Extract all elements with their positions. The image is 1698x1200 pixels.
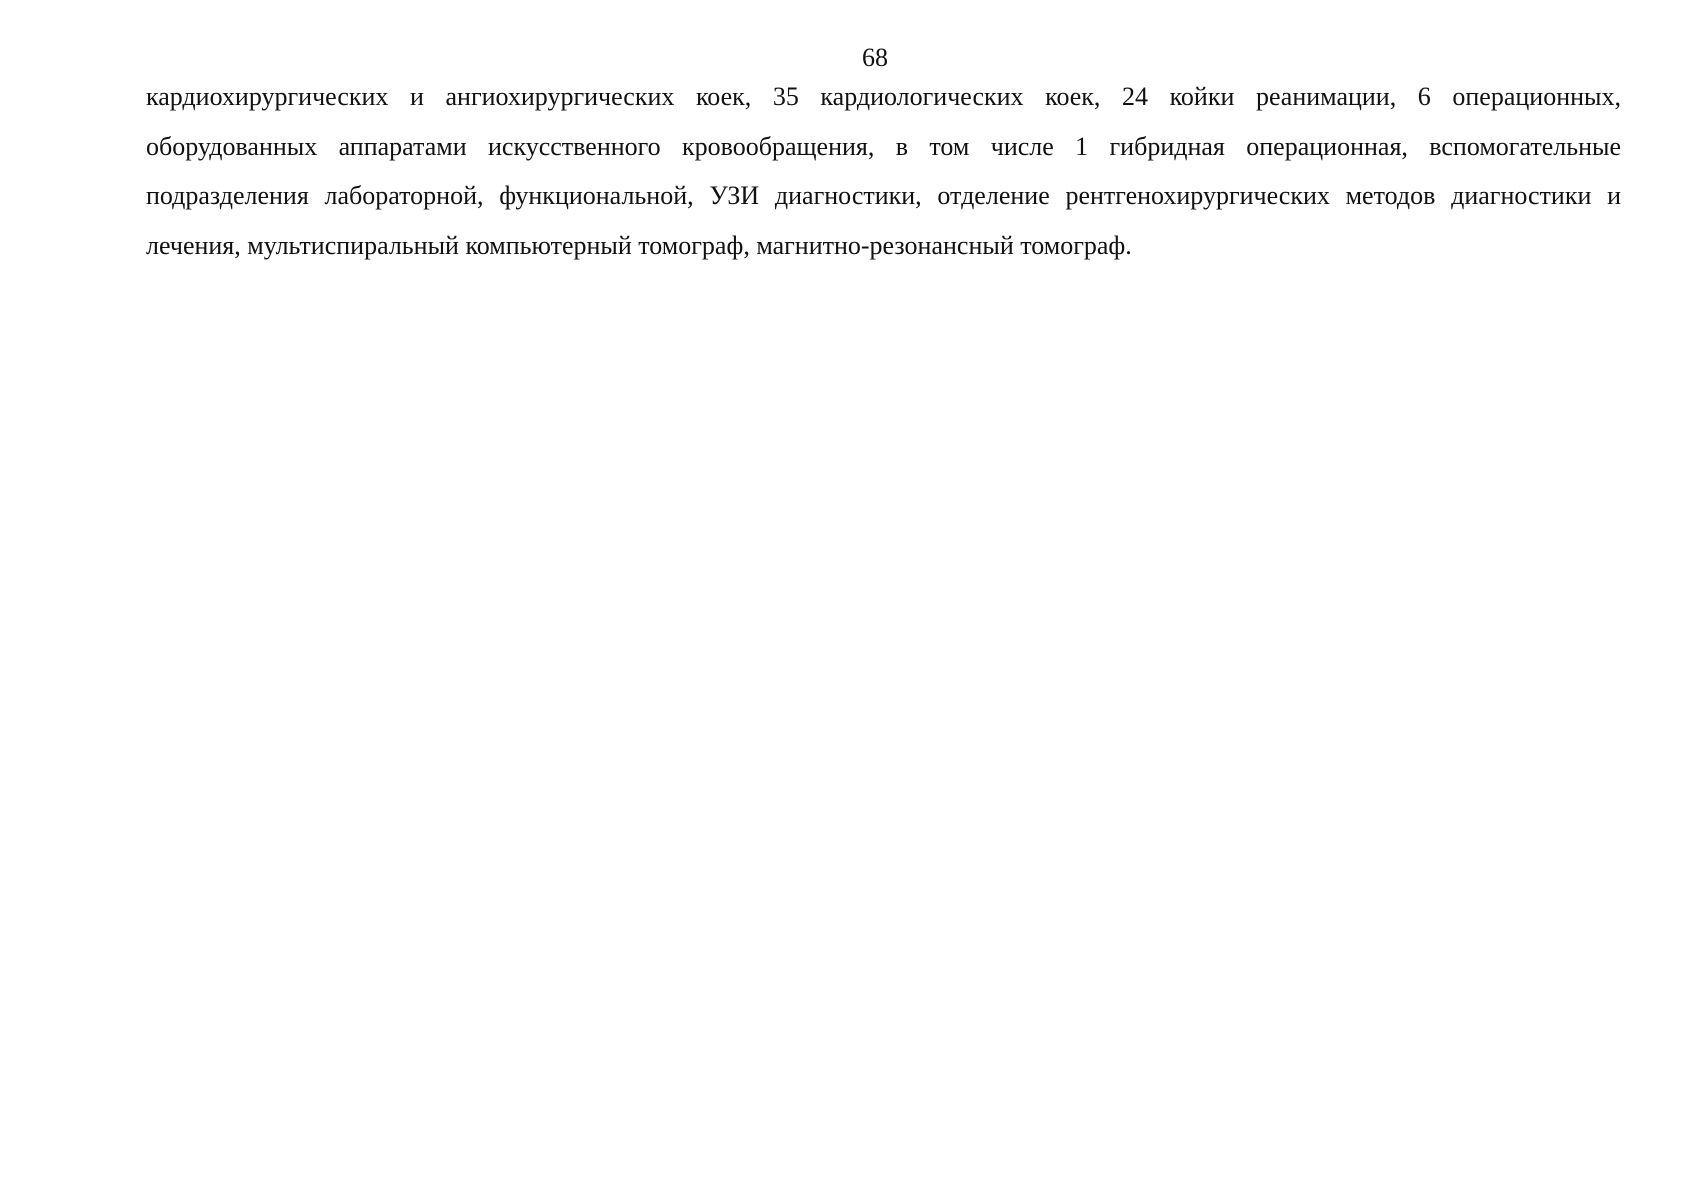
page-number: 68 [862, 43, 888, 72]
body-paragraph: кардиохирургических и ангиохирургических коек, 35 кардиологических коек, 24 койки реанимации, 6 операционных, оборудованных аппаратами искусственного кровообращения, в том числе 1 гибридная операционная, вспомогательные подразделения лабораторной, функциональной, УЗИ диагностики, отделение рентгенохирургических методов диагностики и лечения, мультиспиральный компьютерный томограф, магнитно-резонансный томограф. [146, 82, 1621, 260]
